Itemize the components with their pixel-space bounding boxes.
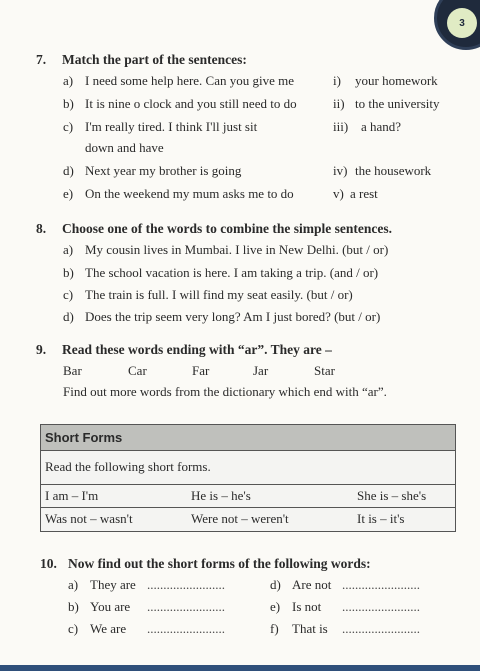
q7-left-d: Next year my brother is going: [85, 163, 242, 178]
q10-a-blank[interactable]: ........................: [147, 577, 225, 592]
short-form-were-not: Were not – weren't: [191, 511, 289, 526]
q10-number: 10.: [40, 556, 57, 571]
q9-word-star: Star: [314, 363, 335, 378]
q7-left-c-letter: c): [63, 119, 74, 134]
q7-left-b: It is nine o clock and you still need to do: [85, 96, 297, 111]
q8-c-letter: c): [63, 287, 74, 302]
q10-a: They are: [90, 577, 136, 592]
q8-number: 8.: [36, 221, 47, 236]
q7-right-v-letter: v): [333, 186, 344, 201]
q10-e: Is not: [292, 599, 322, 614]
short-forms-intro: Read the following short forms.: [45, 459, 211, 474]
q7-right-v: a rest: [350, 186, 378, 201]
q7-left-d-letter: d): [63, 163, 74, 178]
short-form-it-is: It is – it's: [357, 511, 405, 526]
q7-right-i: your homework: [355, 73, 438, 88]
q7-left-a-letter: a): [63, 73, 74, 88]
q10-f-blank[interactable]: ........................: [342, 621, 420, 636]
q8-d-letter: d): [63, 309, 74, 324]
q9-instruction: Find out more words from the dictionary which end with “ar”.: [63, 384, 387, 399]
q10-f: That is: [292, 621, 328, 636]
short-forms-row: [41, 484, 455, 507]
short-form-he-is: He is – he's: [191, 488, 251, 503]
q7-right-iv: the housework: [355, 163, 432, 178]
q7-left-b-letter: b): [63, 96, 74, 111]
q8-d: Does the trip seem very long? Am I just bored? (but / or): [85, 309, 381, 324]
q9-word-far: Far: [192, 363, 210, 378]
q9-title: Read these words ending with “ar”. They are –: [62, 342, 332, 357]
q7-left-c-cont: down and have: [85, 140, 164, 155]
q9-word-jar: Jar: [253, 363, 269, 378]
q7-left-e-letter: e): [63, 186, 74, 201]
page-bottom-border: [0, 665, 480, 671]
q10-d: Are not: [292, 577, 332, 592]
q10-b-letter: b): [68, 599, 79, 614]
short-forms-row: [41, 507, 455, 530]
q7-left-c: I'm really tired. I think I'll just sit: [85, 119, 258, 134]
q9-number: 9.: [36, 342, 47, 357]
short-form-i-am: I am – I'm: [45, 488, 99, 503]
q8-c: The train is full. I will find my seat easily. (but / or): [85, 287, 353, 302]
q7-title: Match the part of the sentences:: [62, 52, 247, 67]
q8-a-letter: a): [63, 242, 74, 257]
short-forms-heading: Short Forms: [41, 425, 455, 451]
q8-b: The school vacation is here. I am taking a trip. (and / or): [85, 265, 379, 280]
q7-right-iii-letter: iii): [333, 119, 349, 134]
short-form-was-not: Was not – wasn't: [45, 511, 133, 526]
q10-a-letter: a): [68, 577, 79, 592]
q8-b-letter: b): [63, 265, 74, 280]
q10-c-blank[interactable]: ........................: [147, 621, 225, 636]
q10-e-letter: e): [270, 599, 281, 614]
q7-right-ii-letter: ii): [333, 96, 345, 111]
page-number: 3: [447, 8, 477, 38]
q9-word-bar: Bar: [63, 363, 82, 378]
q10-c: We are: [90, 621, 127, 636]
q7-right-i-letter: i): [333, 73, 341, 88]
q8-title: Choose one of the words to combine the simple sentences.: [62, 221, 392, 236]
q10-c-letter: c): [68, 621, 79, 636]
q10-b: You are: [90, 599, 131, 614]
q7-right-ii: to the university: [355, 96, 440, 111]
q10-title: Now find out the short forms of the following words:: [68, 556, 371, 571]
q10-f-letter: f): [270, 621, 279, 636]
q7-right-iv-letter: iv): [333, 163, 348, 178]
short-forms-box: [40, 424, 456, 532]
short-form-she-is: She is – she's: [357, 488, 427, 503]
q7-left-e: On the weekend my mum asks me to do: [85, 186, 294, 201]
q7-number: 7.: [36, 52, 47, 67]
q7-right-iii: a hand?: [361, 119, 402, 134]
q10-d-letter: d): [270, 577, 281, 592]
q7-left-a: I need some help here. Can you give me: [85, 73, 295, 88]
q9-word-car: Car: [128, 363, 147, 378]
q10-d-blank[interactable]: ........................: [342, 577, 420, 592]
q8-a: My cousin lives in Mumbai. I live in New Delhi. (but / or): [85, 242, 389, 257]
q10-e-blank[interactable]: ........................: [342, 599, 420, 614]
short-forms-intro-row: [41, 452, 455, 482]
q10-b-blank[interactable]: ........................: [147, 599, 225, 614]
